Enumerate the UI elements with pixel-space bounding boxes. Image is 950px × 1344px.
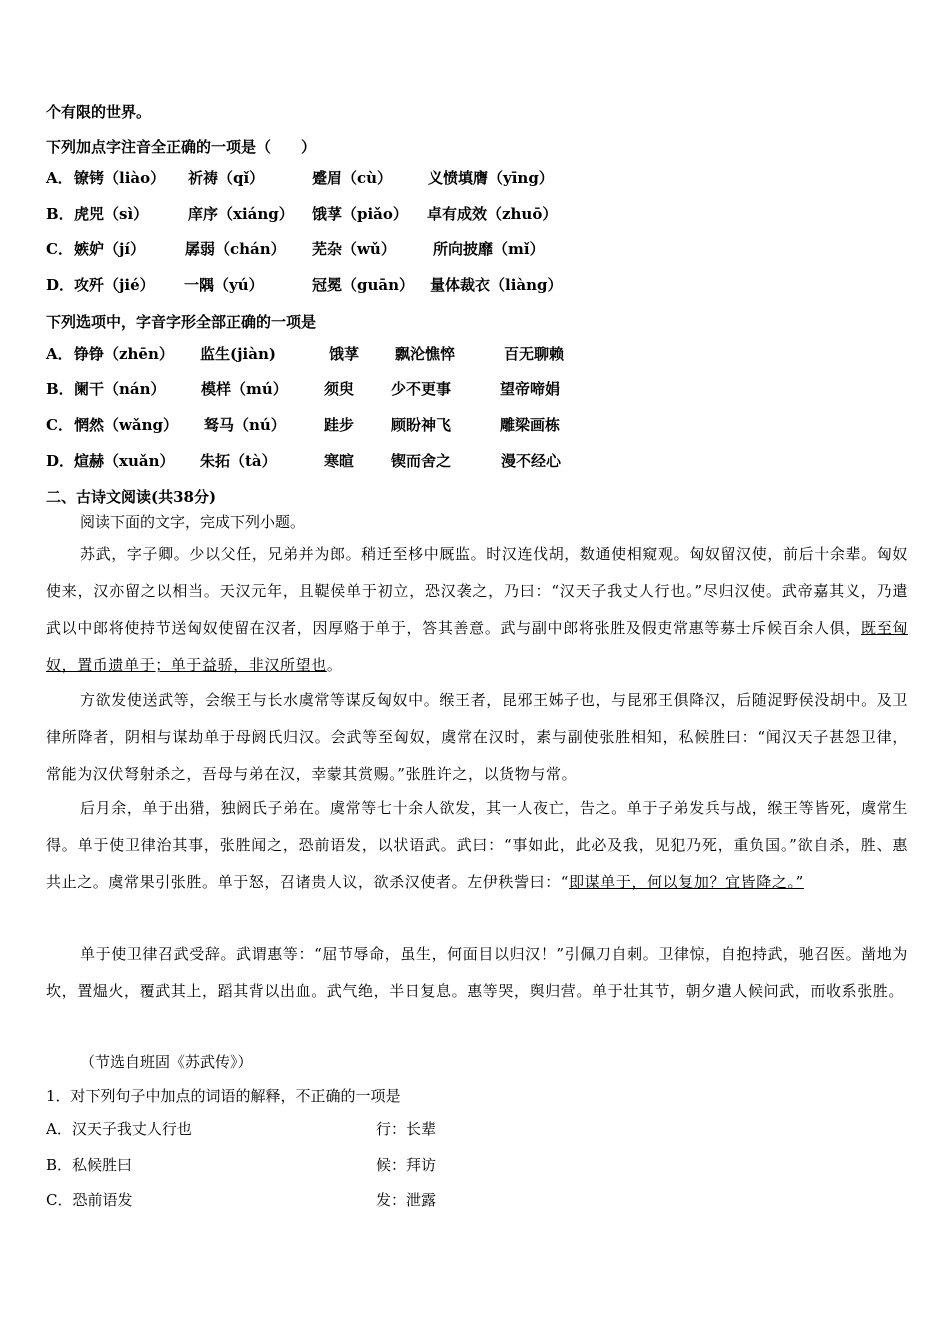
option-item: 寒暄 [324, 452, 355, 470]
option-item: 镣铐（liào） [74, 169, 166, 187]
option-item: 煊赫（xuǎn） [74, 452, 175, 470]
option-letter: A． [46, 345, 73, 363]
option-sentence: A．汉天子我丈人行也 [46, 1120, 192, 1138]
option-letter: B． [46, 205, 74, 223]
option-item: 饿莩（piǎo） [312, 205, 408, 223]
option-item: 孱弱（chán） [185, 240, 286, 258]
passage-paragraph-1 [46, 536, 908, 684]
option-item: 一隅（yú） [184, 276, 264, 294]
option-letter: C． [46, 240, 73, 258]
pinyin-question-stem: 下列加点字注音全正确的一项是（ ） [46, 138, 317, 156]
option-item: 飘沦憔悴 [395, 345, 456, 363]
zixing-question-stem: 下列选项中，字音字形全部正确的一项是 [46, 313, 317, 331]
passage-paragraph-2: 方欲发使送武等，会缑王与长水虞常等谋反匈奴中。缑王者，昆邪王姊子也，与昆邪王俱降汉，后随浞野侯没胡中。及卫律所降者，阴相与谋劫单于母阏氏归汉。会武等至匈奴，虞常在汉时，素与副使张胜相知，私候胜曰：“闻汉天子甚怨卫律，常能为汉伏弩射杀之，吾母与弟在汉，幸蒙其赏赐。”张胜许之，以货物与常。 [46, 691, 908, 783]
option-sentence: B．私候胜曰 [46, 1156, 133, 1174]
option-item: 监生(jiàn) [200, 345, 276, 363]
passage-source: （节选自班固《苏武传》） [80, 1053, 253, 1071]
option-item: 芜杂（wǔ） [312, 240, 396, 258]
passage-paragraph-3 [46, 790, 908, 901]
option-letter: A． [46, 169, 73, 187]
option-letter: B． [46, 380, 74, 398]
option-item: 嫉妒（jí） [74, 240, 146, 258]
option-item: 模样（mú） [201, 380, 288, 398]
option-item: 朱拓（tà） [200, 452, 277, 470]
underlined-sentence: 既至匈奴，置币遗单于；单于益骄，非汉所望也 [46, 619, 908, 674]
option-item: 铮铮（zhēn） [74, 345, 174, 363]
question-1-stem: 1．对下列句子中加点的词语的解释，不正确的一项是 [46, 1087, 401, 1105]
option-item: 望帝啼娟 [500, 380, 561, 398]
reading-instruction: 阅读下面的文字，完成下列小题。 [80, 513, 306, 531]
option-item: 冠冕（guān） [312, 276, 415, 294]
option-item: 百无聊赖 [504, 345, 565, 363]
option-explanation: 行：长辈 [376, 1120, 437, 1138]
option-item: 攻歼（jié） [74, 276, 155, 294]
option-item: 蹙眉（cù） [312, 169, 393, 187]
option-item: 饿莩 [329, 345, 360, 363]
passage-text: 苏武，字子卿。少以父任，兄弟并为郎。稍迁至栘中厩监。时汉连伐胡，数通使相窥观。匈奴留汉使，前后十余辈。匈奴使来，汉亦留之以相当。天汉元年，且鞮侯单于初立，恐汉袭之，乃曰：“汉天子我丈人行也。”尽归汉使。武帝嘉其义，乃遣武以中郎将使持节送匈奴使留在汉者，因厚赂于单于，答其善意。武与副中郎将张胜及假吏常惠等募士斥候百余人俱， [46, 545, 908, 637]
option-item: 所向披靡（mǐ） [433, 240, 545, 258]
option-item: 顾盼神飞 [391, 416, 452, 434]
passage-paragraph-4: 单于使卫律召武受辞。武谓惠等：“屈节辱命，虽生，何面目以归汉！”引佩刀自刺。卫律惊，自抱持武，驰召医。凿地为坎，置煴火，覆武其上，蹈其背以出血。武气绝，半日复息。惠等哭，舆归营。单于壮其节，朝夕遣人候问武，而收系张胜。 [46, 945, 908, 1000]
option-explanation: 候：拜访 [376, 1156, 437, 1174]
option-item: 锲而舍之 [391, 452, 452, 470]
option-item: 卓有成效（zhuō） [427, 205, 558, 223]
passage-text: 后月余，单于出猎，独阏氏子弟在。虞常等七十余人欲发，其一人夜亡，告之。单于子弟发兵与战，缑王等皆死，虞常生得。单于使卫律治其事，张胜闻之，恐前语发，以状语武。武曰：“事如此，此必及我，见犯乃死，重负国。”欲自杀，胜、惠共止之。虞常果引张胜。单于怒，召诸贵人议，欲杀汉使者。左伊秩訾曰：“ [46, 799, 908, 891]
option-item: 驽马（nú） [204, 416, 286, 434]
continued-text: 个有限的世界。 [46, 103, 152, 121]
option-item: 虎兕（sì） [74, 205, 149, 223]
option-item: 漫不经心 [501, 452, 562, 470]
option-letter: C． [46, 416, 73, 434]
option-item: 阑干（nán） [74, 380, 166, 398]
passage-text: 。 [326, 656, 343, 674]
option-item: 惘然（wǎng） [74, 416, 179, 434]
option-letter: D． [46, 452, 75, 470]
option-item: 雕梁画栋 [500, 416, 561, 434]
option-item: 跬步 [324, 416, 355, 434]
option-letter: D． [46, 276, 75, 294]
option-item: 庠序（xiáng） [188, 205, 294, 223]
option-explanation: 发：泄露 [376, 1191, 437, 1209]
option-item: 祈祷（qǐ） [188, 169, 265, 187]
section-heading: 二、古诗文阅读(共38分) [46, 488, 217, 506]
option-item: 义愤填膺（yīng） [428, 169, 554, 187]
underlined-sentence: 即谋单于，何以复加？宜皆降之。” [569, 873, 804, 891]
option-item: 少不更事 [391, 380, 452, 398]
option-item: 须臾 [324, 380, 355, 398]
option-item: 量体裁衣（liàng） [430, 276, 563, 294]
option-sentence: C．恐前语发 [46, 1191, 133, 1209]
